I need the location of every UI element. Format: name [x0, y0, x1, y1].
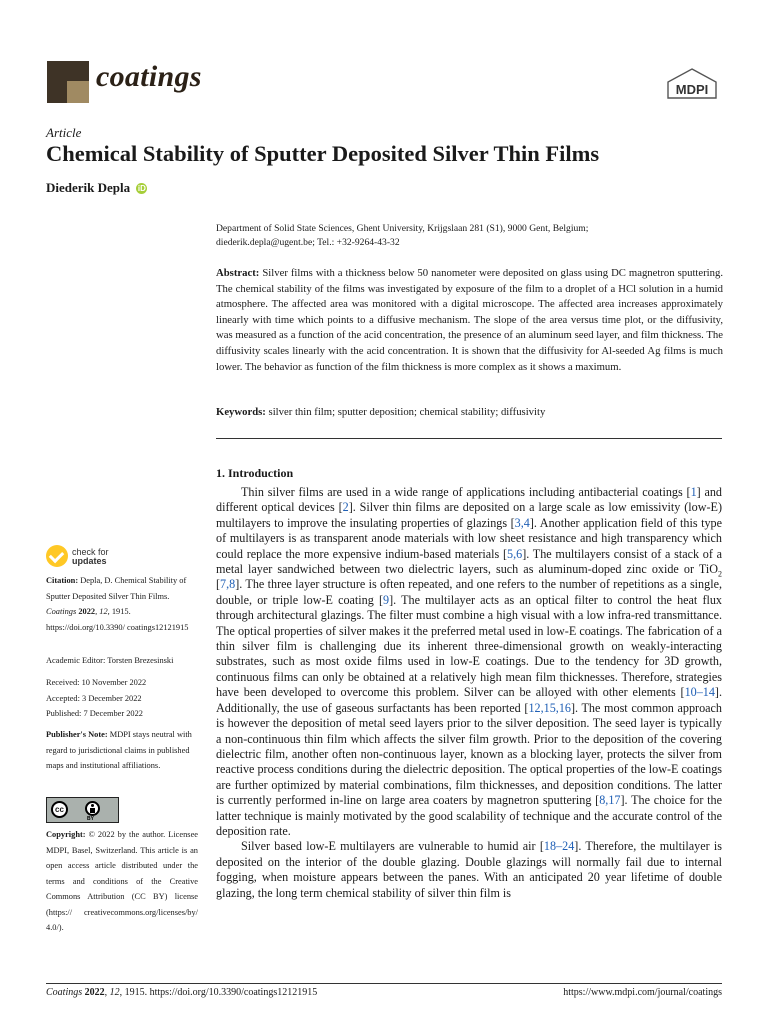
published-date: Published: 7 December 2022	[46, 709, 143, 718]
accepted-date: Accepted: 3 December 2022	[46, 693, 142, 703]
attribution-icon	[85, 801, 100, 816]
reference-link[interactable]: 2	[342, 500, 349, 515]
keywords	[216, 406, 723, 418]
affiliation	[216, 222, 726, 250]
check-updates-icon	[46, 545, 68, 567]
mdpi-logo-icon[interactable]	[666, 68, 718, 100]
affiliation-line-1: Department of Solid State Sciences, Ghent University, Krijgslaan 281 (S1), 9000 Gent, Belgium;	[216, 223, 589, 234]
journal-name: coatings	[96, 60, 202, 93]
citation-doi[interactable]: , 1915. https://doi.org/10.3390/ coatings12121915	[46, 607, 189, 632]
reference-link[interactable]: 12,15,16	[528, 700, 571, 715]
check-updates-line-2: updates	[72, 556, 107, 566]
affiliation-line-2[interactable]: diederik.depla@ugent.be; Tel.: +32-9264-43-32	[216, 237, 400, 248]
footer-journal-url[interactable]: https://www.mdpi.com/journal/coatings	[563, 987, 722, 998]
reference-link[interactable]: 9	[383, 592, 390, 607]
reference-link[interactable]: 5,6	[507, 546, 523, 561]
mdpi-logo-text: MDPI	[675, 82, 709, 97]
article-title: Chemical Stability of Sputter Deposited Silver Thin Films	[46, 141, 600, 166]
journal-logo-icon	[47, 61, 89, 103]
by-label: BY	[87, 816, 94, 822]
abstract-divider	[216, 438, 722, 439]
reference-link[interactable]: 10–14	[684, 685, 715, 700]
reference-link[interactable]: 8,17	[599, 793, 621, 808]
cc-icon: cc	[51, 801, 68, 818]
paragraph-1: Thin silver films are used in a wide range of applications including antibacterial coatings [1] and different optical devices [2]. Silver thin films are deposited on a large scale as low emissivity (low-E) multilayers to improve the insulating properties of glazings [3,4]. Another application field of this type of multilayers is as transparent anode materials with low sheet resistance and high transparency which could replace the more expensive indium-based materials [5,6]. The multilayers consist of a stack of a metal layer sandwiched between two dielectric layers, such as aluminum-doped zinc oxide or TiO$_2$ [7,8]. The three layer structure is often repeated, and one refers to the number of repetitions as a single, double, or triple low-E coating [9]. The multilayer acts as an optical filter to control the heat flux through architectural glazings. The filter must combine a high visual with a low infra-red transmittance. The optical properties of silver makes it the preferred metal used in low-E coatings. The fabrication of a thin silver film is challenging due its inherent three-dimensional growth on weakly-interacting substrates, such as most oxide films used in low-E coatings. Due to the tendency for 3D growth, continuous films can only be obtained at a relatively high mean film thicknesses. Therefore, strategies have been developed to overcome this problem. Silver can be alloyed with other elements [10–14]. Additionally, the use of gaseous surfactants has been reported [12,15,16]. The most common approach is however the deposition of metal seed layers prior to the silver deposition. The seed layer is typically a non-continuous thin film which affects the silver film growth. Prior to the deposition of the covering dielectric film, another often non-continuous layer, known as a blocking layer, protects the silver from reactive process conditions during the dielectric deposition. The optical properties of the low-E coatings are further optimized by material combinations, film thicknesses, and deposition conditions. The latter is currently performed in-line on large area coaters by magnetron sputtering [8,17]. The choice for the latter technique is mainly motivated by the good scalability of technique and the accurate control of the deposition rate.	[216, 485, 723, 838]
reference-link[interactable]: 3,4	[514, 515, 530, 530]
received-date: Received: 10 November 2022	[46, 678, 147, 687]
abstract-label: Abstract:	[216, 267, 260, 279]
keywords-text: silver thin film; sputter deposition; chemical stability; diffusivity	[268, 406, 546, 418]
reference-link[interactable]: 18–24	[543, 839, 575, 854]
footer-divider	[46, 983, 722, 984]
citation: Citation: Depla, D. Chemical Stability of Sputter Deposited Silver Thin Films. Coatings 2022, 12, 1915. https://doi.org/10.3390/ coatings12121915	[46, 576, 189, 632]
reference-link[interactable]: 7,8	[220, 577, 236, 592]
body-text	[216, 485, 722, 901]
publisher-note: Publisher's Note: MDPI stays neutral with regard to jurisdictional claims in published maps and institutional affiliations.	[46, 730, 192, 770]
publication-dates	[46, 675, 198, 722]
article-type: Article	[46, 125, 82, 140]
cc-by-license-icon[interactable]	[46, 797, 119, 823]
author-name	[46, 180, 147, 196]
abstract-text: Silver films with a thickness below 50 nanometer were deposited on glass using DC magnetron sputtering. The chemical stability of the films was investigated by exposure of the film to a droplet of a HCl solution in a humid atmosphere. The affected area was monitored with a digital microscope. The affected area increases approximately linearly with time which points to a diffusive mechanism. The slope of the area versus time plot, or the diffusivity, was measured as a function of the acid concentration, the presence of an aluminum seed layer, and film thickness. The diffusivity scales linearly with the acid concentration. It is shown that the diffusivity for Al-seeded Ag films is much lower. The behavior as function of the film thickness is more complex as it shows a maximum.	[216, 267, 724, 373]
abstract	[216, 266, 723, 375]
paragraph-2: Silver based low-E multilayers are vulnerable to humid air [18–24]. Therefore, the multilayer is deposited on the interior of the double glazing. Double glazings will normally fail due to internal fogging, when moisture appears between the panes. With an anticipated 20 year lifetime of double glazing, the long term chemical stability of silver thin film is	[216, 839, 723, 900]
footer-citation: Coatings 2022, 12, 1915. https://doi.org/10.3390/coatings12121915	[46, 987, 318, 998]
check-updates-line-1: check for	[72, 547, 109, 557]
copyright: Copyright: © 2022 by the author. Licensee MDPI, Basel, Switzerland. This article is an open access article distributed under the terms and conditions of the Creative Commons Attribution (CC BY) license (https:// creativecommons.org/licenses/by/ 4.0/).	[46, 830, 199, 932]
author-name-text[interactable]: Diederik Depla	[46, 180, 131, 195]
section-heading: 1. Introduction	[216, 466, 294, 480]
keywords-label: Keywords:	[216, 406, 266, 418]
orcid-icon[interactable]: iD	[137, 184, 146, 193]
reference-link[interactable]: 1	[690, 485, 697, 499]
footer-doi[interactable]: , 1915. https://doi.org/10.3390/coatings12121915	[119, 987, 318, 998]
academic-editor: Academic Editor: Torsten Brezesinski	[46, 656, 174, 665]
